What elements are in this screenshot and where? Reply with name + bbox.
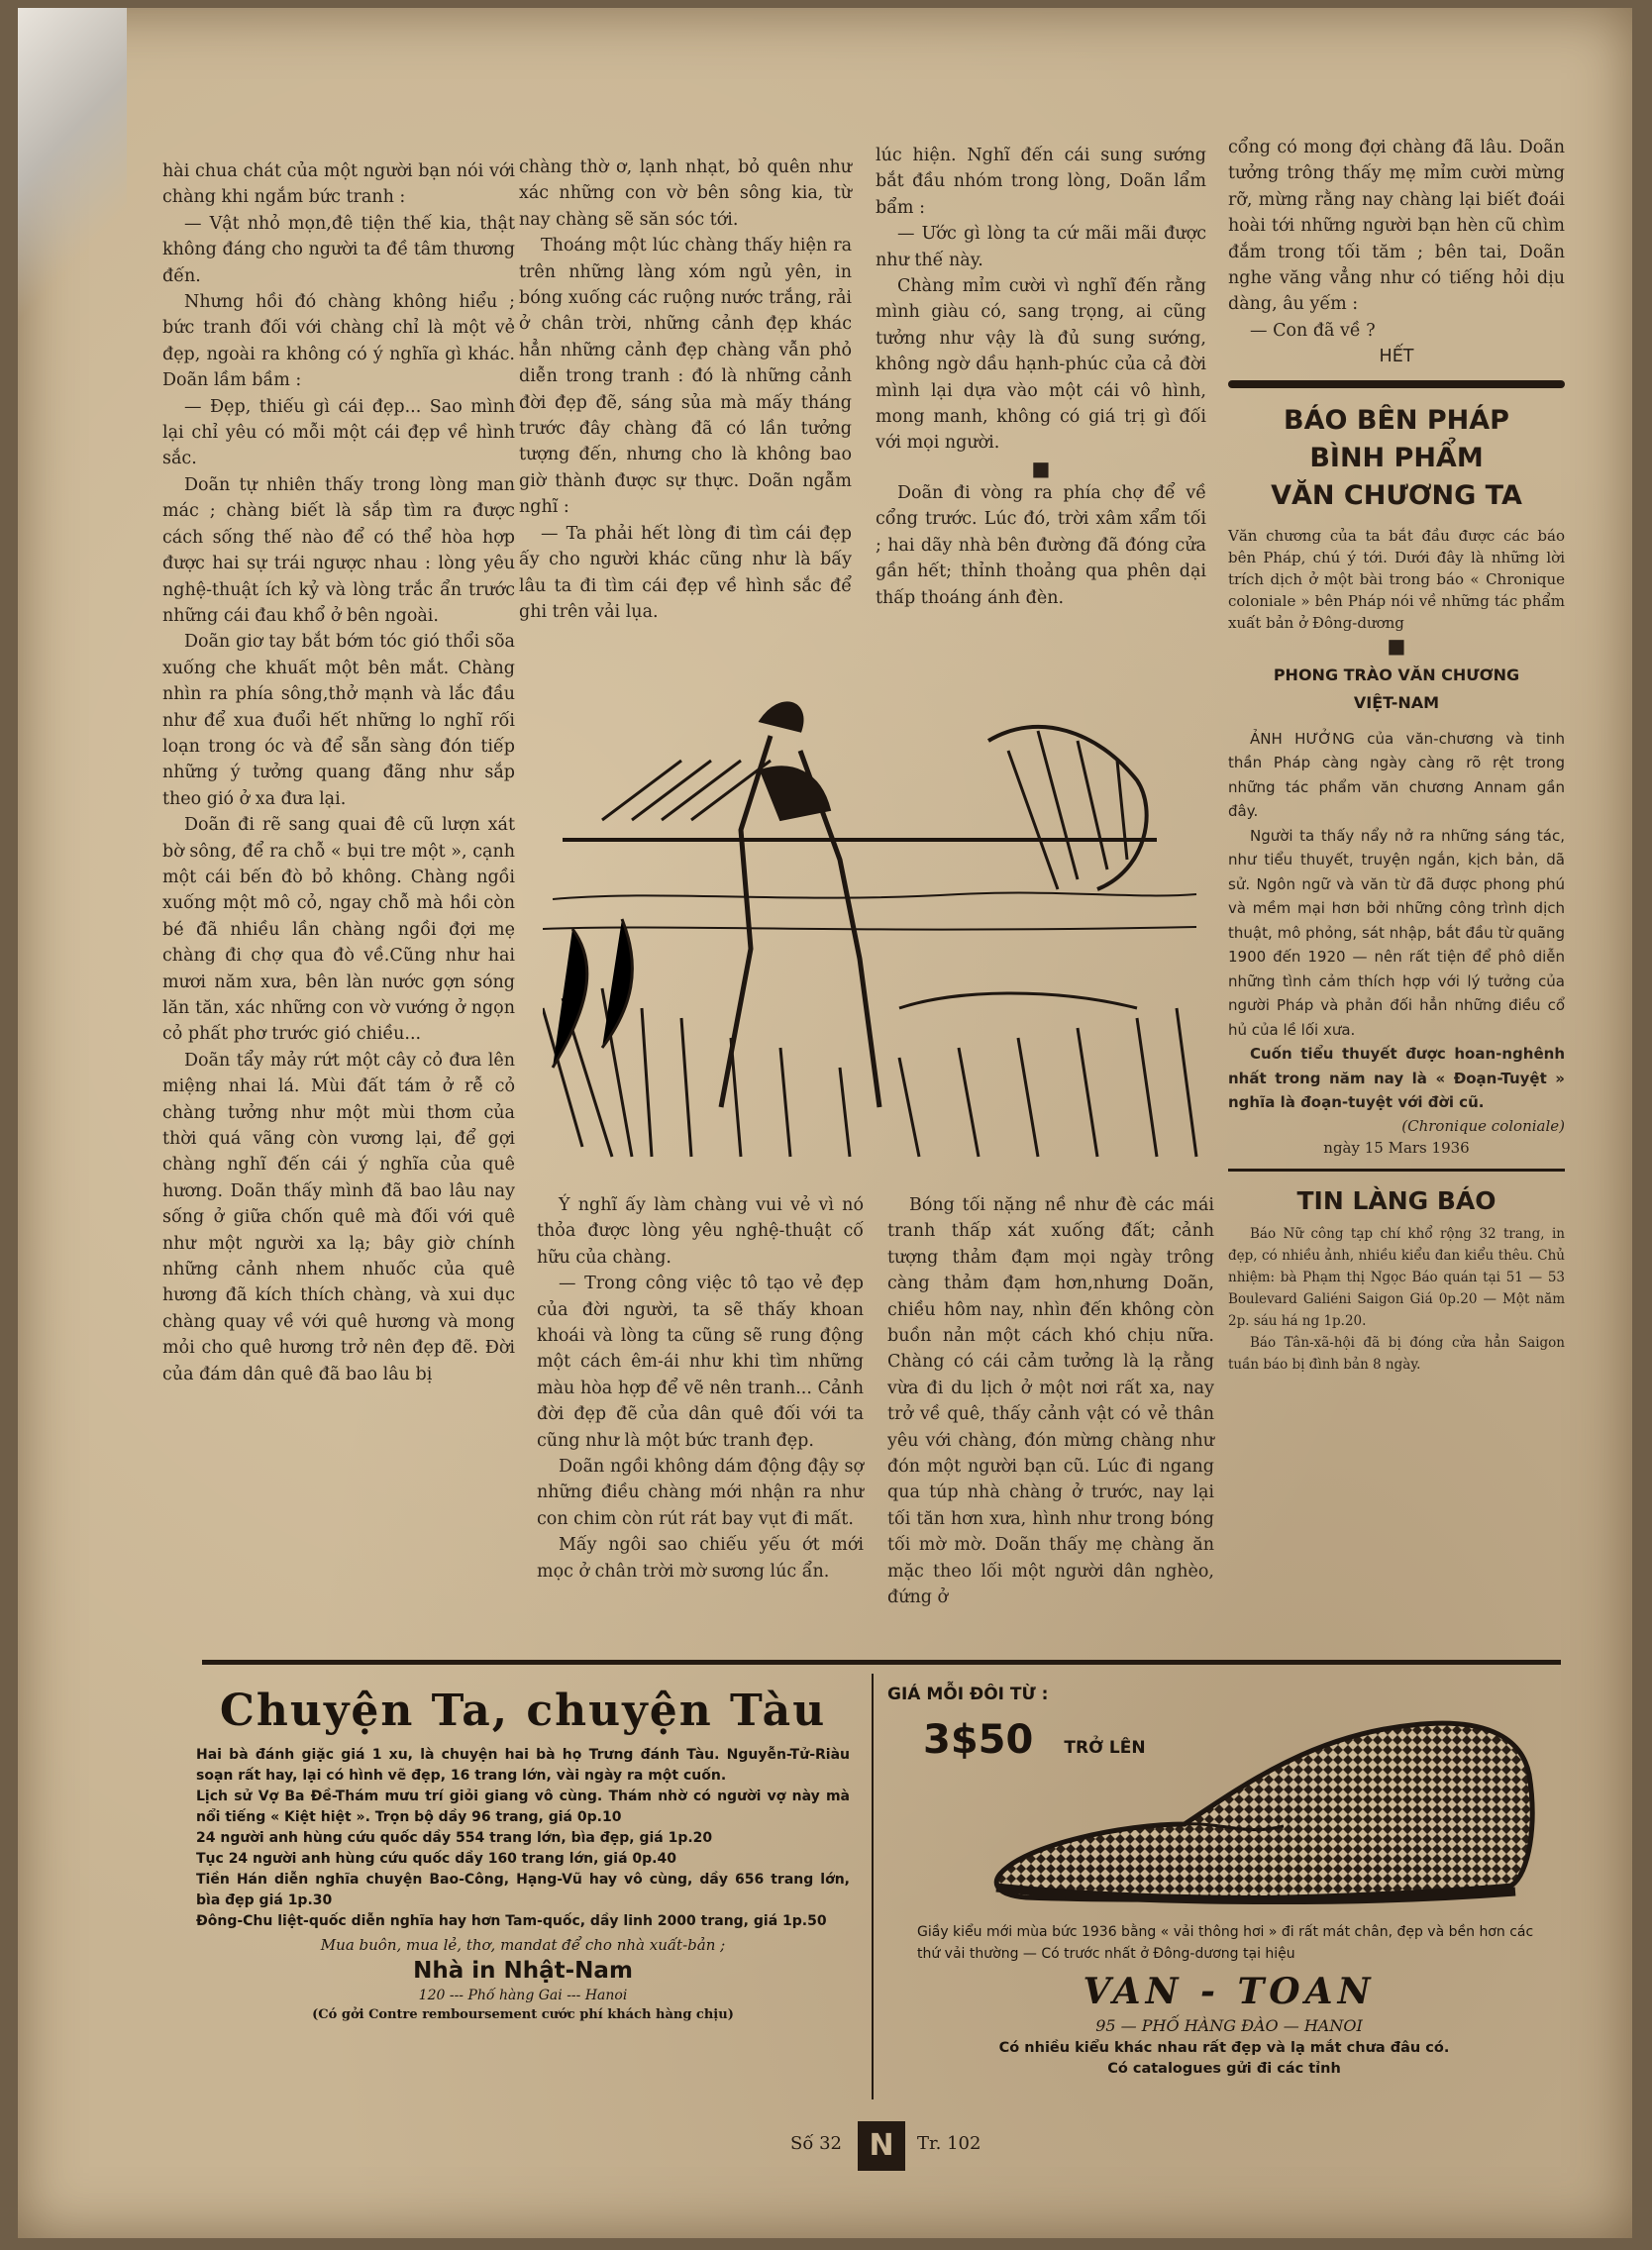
title-line: VĂN CHƯƠNG TA (1271, 479, 1522, 511)
ad-item: Tiền Hán diễn nghĩa chuyện Bao-Công, Hạng-Vũ hay vô cùng, dầy 656 trang lớn, bìa đẹp giá 1p.30 (196, 1872, 850, 1908)
ad-price-label: GIÁ MỖI ĐÔI TỪ : (887, 1685, 1049, 1704)
ad-description: Giầy kiểu mới mùa bức 1936 bằng « vải thông hơi » đi rất mát chân, đẹp và bền hơn các thứ vải thường — Có trước nhất ở Đông-dương tại hiệu (917, 1924, 1534, 1962)
ad-item: Đông-Chu liệt-quốc diễn nghĩa hay hơn Tam-quốc, dầy linh 2000 trang, giá 1p.50 (196, 1913, 827, 1929)
story-paragraph: — Ta phải hết lòng đi tìm cái đẹp ấy cho người khác cũng như là bấy lâu ta đi tìm cái đẹp về hình sắc để ghi trên vải lụa. (519, 523, 852, 622)
ad-item: 24 người anh hùng cứu quốc dầy 554 trang lớn, bìa đẹp, giá 1p.20 (196, 1830, 713, 1846)
ad-note: Có nhiều kiểu khác nhau rất đẹp và lạ mắt chưa đâu có. Có catalogues gửi đi các tỉnh (998, 2040, 1450, 2077)
story-paragraph: — Trong công việc tô tạo vẻ đẹp của đời người, ta sẽ thấy khoan khoái và lòng ta cũng sẽ rung động một cách êm-ái như khi tìm những màu hòa hợp để vẽ nên tranh... Cảnh đời đẹp đẽ của dân quê đối với ta cũng như là một bức tranh đẹp. (537, 1274, 864, 1451)
ad-order-line: Mua buôn, mua lẻ, thơ, mandat để cho nhà xuất-bản ; (320, 1936, 726, 1954)
ad-item: Tục 24 người anh hùng cứu quốc dầy 160 trang lớn, giá 0p.40 (196, 1851, 676, 1867)
page-number: Tr. 102 (917, 2133, 981, 2154)
bullet-mark: ■ (1387, 633, 1406, 658)
end-mark: HẾT (1379, 347, 1414, 367)
story-paragraph: Doãn tẩy mảy rứt một cây cỏ đưa lên miệng nhai lá. Mùi đất tám ở rễ cỏ chàng tưởng như một mùi thơm của thời quá vãng còn vương lại, để gợi chàng nghĩ đến cái ý nghĩa của quê hương. Doãn thấy mình đã bao lâu nay sống ở giữa chốn quê mà đối với quê như một người xa lạ; bây giờ chính những cảnh nhem nhuốc của quê hương đã kích thích chàng, và xui dục chàng quay về với quê hương và mong mỏi cho quê hương trở nên đẹp đẽ. Đời của đám dân quê đã bao lâu bị (162, 1050, 515, 1384)
story-paragraph: Doãn tự nhiên thấy trong lòng man mác ; chàng biết là sắp tìm ra được cách sống thế nào để có thể hòa hợp được hai sự trái ngược nhau : lòng yêu nghệ-thuật ích kỷ và lòng trắc ẩn trước những cái đau khổ ở bên ngoài. (162, 474, 515, 626)
ad-publisher: Nhà in Nhật-Nam (413, 1958, 633, 1984)
title-line: BÁO BÊN PHÁP (1284, 404, 1509, 436)
section-title (1228, 402, 1565, 515)
section-paragraph: Cuốn tiểu thuyết được hoan-nghênh nhất trong năm nay là « Đoạn-Tuyệt » nghĩa là đoạn-tuyệt với đời cũ. (1228, 1045, 1565, 1112)
story-paragraph: Bóng tối nặng nề như đè các mái tranh thấp xát xuống đất; cảnh tượng thảm đạm mọi ngày trông càng thảm đạm hơn,nhưng Doãn, chiều hôm nay, nhìn đến không còn buồn nản một cách khó chịu nữa. Chàng có cái cảm tưởng là lạ rằng vừa đi du lịch ở một nơi rất xa, nay trở về quê, thấy cảnh vật có vẻ thân yêu với chàng, đón mừng chàng như đón một người bạn cũ. Lúc đi ngang qua túp nhà chàng ở trước, nay lại tối tăn hơn xưa, hình như trong bóng tối mờ mờ. Doãn thấy mẹ chàng ăn mặc theo lối một người dân nghèo, đứng ở (887, 1195, 1214, 1608)
story-paragraph: Doãn đi vòng ra phía chợ để về cổng trước. Lúc đó, trời xâm xẩm tối ; hai dãy nhà bên đường đã đóng cửa gần hết; thỉnh thoảng qua phên dại thấp thoáng ánh đèn. (876, 482, 1206, 608)
section-break-mark: ■ (1031, 456, 1051, 480)
story-paragraph: Thoáng một lúc chàng thấy hiện ra trên những làng xóm ngủ yên, in bóng xuống các ruộng nước trắng, rải ở chân trời, những cảnh đẹp khác hẳn những cảnh đẹp chàng vẫn phỏ diễn trong tranh : đó là những cảnh đời đẹp đẽ, sáng sủa mà mấy tháng trước đây chàng đã có lần tưởng tượng đến, nhưng cho là không bao giờ thành được sự thực. Doãn ngẫm nghĩ : (519, 236, 852, 518)
story-column-3 (876, 143, 1206, 611)
issue-number: Số 32 (790, 2133, 842, 2154)
wavy-divider (1228, 380, 1565, 388)
newspaper-page (18, 8, 1632, 2238)
ad-price-suffix: TRỞ LÊN (1064, 1738, 1146, 1758)
section-paragraph: ẢNH HƯỞNG của văn-chương và tinh thần Pháp càng ngày càng rõ rệt trong những tác phẩm văn chương Annam gần đây. (1228, 729, 1565, 821)
story-paragraph: cổng có mong đợi chàng đã lâu. Doãn tưởng trông thấy mẹ mỉm cười mừng rỡ, mừng rằng nay chàng lại biết đoái hoài tới những người bạn hèn cũ chìm đắm trong tối tăm ; bên tai, Doãn nghe văng vẳng như có tiếng hỏi dịu dàng, âu yếm : (1228, 138, 1565, 315)
page-footer (790, 2127, 1018, 2173)
section-intro: Văn chương của ta bắt đầu được các báo bên Pháp, chú ý tới. Dưới đây là những lời trích dịch ở một bài trong báo « Chronique coloniale » bên Pháp nói về những tác phẩm xuất bản ở Đông-dương (1228, 526, 1565, 632)
subtitle-line: VIỆT-NAM (1353, 692, 1440, 712)
story-paragraph: hài chua chát của một người bạn nói với chàng khi ngắm bức tranh : (162, 161, 515, 208)
ad-title: Chuyện Ta, chuyện Tàu (219, 1686, 827, 1736)
story-paragraph: Nhưng hồi đó chàng không hiểu ; bức tranh đối với chàng chỉ là một vẻ đẹp, ngoài ra không có ý nghĩa gì khác. Doãn lầm bầm : (162, 292, 515, 391)
story-paragraph: — Vật nhỏ mọn,đê tiện thế kia, thật không đáng cho người ta đề tâm thương đến. (162, 213, 515, 286)
story-paragraph: Doãn ngồi không dám động đậy sợ những điều chàng mới nhận ra như con chim còn rút rát bay vụt đi mất. (537, 1457, 864, 1529)
story-column-2-lower (537, 1192, 864, 1585)
story-column-2 (519, 154, 852, 625)
subtitle-line: PHONG TRÀO VĂN CHƯƠNG (1273, 665, 1520, 684)
section-paragraph: Báo Tân-xã-hội đã bị đóng cửa hẳn Saigon tuần báo bị đình bản 8 ngày. (1228, 1334, 1565, 1373)
source-credit: (Chronique coloniale) (1401, 1116, 1565, 1135)
story-column-3-lower (887, 1192, 1214, 1611)
ad-column-rule (872, 1674, 874, 2099)
ad-separator-rule (202, 1660, 1561, 1665)
ad-books (196, 1684, 850, 2025)
source-date: ngày 15 Mars 1936 (1323, 1138, 1470, 1157)
section-paragraph: Báo Nữ công tạp chí khổ rộng 32 trang, in đẹp, có nhiều ảnh, nhiều kiểu đan kiểu thêu. Chủ nhiệm: bà Phạm thị Ngọc Báo quán tại 51 — 53 Boulevard Galiéni Saigon Giá 0p.20 — Một năm 2p. sáu há ng 1p.20. (1228, 1225, 1565, 1329)
illustration-man-by-river (543, 691, 1204, 1167)
story-column-1 (162, 158, 515, 1387)
ad-item: Lịch sử Vợ Ba Đề-Thám mưu trí giỏi giang vô cùng. Thám nhờ có người vợ này mà nổi tiếng « Kiệt hiệt ». Trọn bộ dầy 96 trang, giá 0p.10 (196, 1789, 850, 1825)
right-column (1228, 135, 1565, 1376)
story-paragraph: Doãn giơ tay bắt bớm tóc gió thổi sõa xuống che khuất một bên mắt. Chàng nhìn ra phía sông,thở mạnh và lắc đầu như để xua đuổi hết những lo nghĩ rối loạn trong óc và để sẵn sàng đón tiếp những ý tưởng quang đãng như sắp theo gió ở xa đưa lại. (162, 632, 515, 809)
shoe-illustration (986, 1705, 1541, 1913)
section-paragraph: Người ta thấy nẩy nở ra những sáng tác, như tiểu thuyết, truyện ngắn, kịch bản, dã sử. Ngôn ngữ và văn từ đã được phong phú và mềm mại hơn bởi những công trình dịch thuật, mô phỏng, sát nhập, bắt đầu từ quãng 1900 đến 1920 — nên rất tiện để phô diễn những tình cảm thích hợp với lý tưởng của người Pháp và phản đối hẳn những điều cổ hủ của lề lối xưa. (1228, 826, 1565, 1039)
ad-address: 95 — PHỐ HÀNG ĐÀO — HANOI (1095, 2016, 1363, 2035)
story-paragraph: Mấy ngôi sao chiếu yếu ớt mới mọc ở chân trời mờ sương lúc ẩn. (537, 1535, 864, 1582)
story-paragraph: chàng thờ ơ, lạnh nhạt, bỏ quên như xác những con vờ bên sông kia, từ nay chàng sẽ săn sóc tới. (519, 157, 852, 230)
story-paragraph: lúc hiện. Nghĩ đến cái sung sướng bắt đầu nhóm trong lòng, Doãn lẩm bẩm : (876, 146, 1206, 218)
section-subtitle (1228, 662, 1565, 717)
ad-items (196, 1745, 850, 1932)
ad-shoes (887, 1684, 1571, 2099)
divider (1228, 1169, 1565, 1172)
story-paragraph: — Ước gì lòng ta cứ mãi mãi được như thế này. (876, 224, 1206, 270)
ad-price: 3$50 (923, 1717, 1034, 1763)
story-paragraph: — Con đã về ? (1250, 320, 1376, 341)
story-paragraph: Ý nghĩ ấy làm chàng vui vẻ vì nó thỏa được lòng yêu nghệ-thuật cố hữu của chàng. (537, 1195, 864, 1268)
ad-brand: VAN - TOAN (1083, 1971, 1376, 2012)
story-paragraph: Doãn đi rẽ sang quai đê cũ lượn xát bờ sông, để ra chỗ « bụi tre một », cạnh một cái bến đò bỏ không. Chàng ngồi xuống một mô cỏ, ngay chỗ mà hồi còn bé đã nhiều lần chàng ngồi đợi mẹ chàng đi chợ qua đò về.Cũng như hai mươi năm xưa, bên làn nước gợn sóng lăn tăn, xác những con vờ vướng ở ngọn cỏ phất phơ trước gió chiều... (162, 815, 515, 1045)
ad-note: (Có gởi Contre remboursement cước phí khách hàng chịu) (312, 2007, 734, 2022)
story-paragraph: — Đẹp, thiếu gì cái đẹp... Sao mình lại chỉ yêu có mỗi một cái đẹp về hình sắc. (162, 396, 515, 469)
ad-address: 120 --- Phố hàng Gai --- Hanoi (418, 1988, 628, 2003)
page-fold-shadow (18, 8, 127, 345)
section-title: TIN LÀNG BÁO (1296, 1185, 1497, 1215)
story-paragraph: Chàng mỉm cười vì nghĩ đến rằng mình giàu có, sang trọng, ai cũng tưởng như vậy là đủ sung sướng, không ngờ dầu hạnh-phúc của cả đời mình lại dựa vào một cái vô hình, mong manh, không có giá trị gì đối với mọi người. (876, 276, 1206, 454)
publication-logo: N (858, 2121, 905, 2171)
title-line: BÌNH PHẨM (1309, 442, 1484, 473)
ad-item: Hai bà đánh giặc giá 1 xu, là chuyện hai bà họ Trưng đánh Tàu. Nguyễn-Tử-Riàu soạn rất hay, lại có hình vẽ đẹp, 16 trang lớn, vài ngày ra một cuốn. (196, 1747, 850, 1784)
